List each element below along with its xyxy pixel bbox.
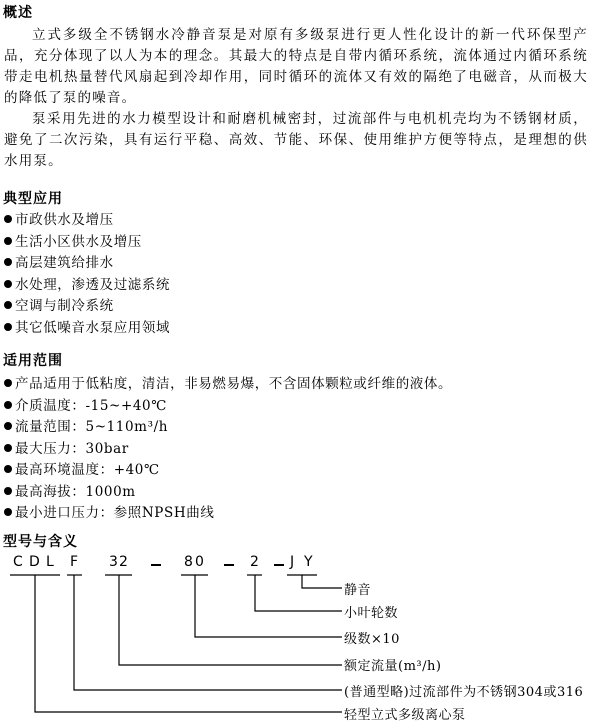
code-char-8: 8 xyxy=(184,554,193,570)
label-stage-count: 级数×10 xyxy=(344,632,400,647)
leader-impeller xyxy=(255,575,342,611)
code-char-j: J xyxy=(290,554,295,570)
code-char-d: D xyxy=(29,554,40,570)
code-char-stage: 2 xyxy=(250,554,259,570)
list-item: 最小进口压力：参照NPSH曲线 xyxy=(4,503,452,525)
list-item: 产品适用于低粘度，清洁，非易燃易爆，不含固体颗粒或纤维的液体。 xyxy=(4,374,452,396)
list-item: 最大压力：30bar xyxy=(4,439,452,461)
applications-heading: 典型应用 xyxy=(3,191,63,207)
scope-heading: 适用范围 xyxy=(3,353,63,369)
code-char-0: 0 xyxy=(195,554,204,570)
label-pump-type: 轻型立式多级离心泵 xyxy=(344,708,466,723)
leader-material xyxy=(74,575,342,690)
list-item: 水处理，渗透及过滤系统 xyxy=(4,275,170,297)
list-item: 介质温度：-15~+40℃ xyxy=(4,396,452,418)
code-char-c: C xyxy=(13,554,23,570)
list-item: 最高海拔：1000m xyxy=(4,482,452,504)
code-char-3: 3 xyxy=(109,554,118,570)
list-item: 市政供水及增压 xyxy=(4,210,170,232)
code-char-2: 2 xyxy=(119,554,128,570)
label-rated-flow: 额定流量(m³/h) xyxy=(344,659,442,674)
list-item: 空调与制冷系统 xyxy=(4,296,170,318)
list-item: 生活小区供水及增压 xyxy=(4,232,170,254)
overview-heading: 概述 xyxy=(3,5,33,21)
list-item: 最高环境温度：+40℃ xyxy=(4,460,452,482)
leader-type xyxy=(35,575,342,712)
label-material: (普通型略)过流部件为不锈钢304或316 xyxy=(344,685,584,700)
code-char-f: F xyxy=(70,554,79,570)
list-item: 其它低噪音水泵应用领域 xyxy=(4,318,170,340)
leader-stages xyxy=(195,575,342,637)
list-item: 流量范围：5~110m³/h xyxy=(4,417,452,439)
code-char-l: L xyxy=(46,554,54,570)
list-item: 高层建筑给排水 xyxy=(4,253,170,275)
label-silent: 静音 xyxy=(344,583,372,598)
overview-paragraph-2: 泵采用先进的水力模型设计和耐磨机械密封，过流部件与电机机壳均为不锈钢材质，避免了二次污染，具有运行平稳、高效、节能、环保、使用维护方便等特点，是理想的供水用泵。 xyxy=(4,111,588,169)
code-char-y: Y xyxy=(304,554,313,570)
label-impeller-count: 小叶轮数 xyxy=(344,606,399,621)
overview-paragraph-1: 立式多级全不锈钢水冷静音泵是对原有多级泵进行更人性化设计的新一代环保型产品，充分体现了以人为本的理念。其最大的特点是自带内循环系统，流体通过内循环系统带走电机热量替代风扇起到冷却作用，同时循环的流体又有效的隔绝了电磁音，从而极大的降低了泵的噪音。 xyxy=(4,27,588,106)
leader-silent xyxy=(302,575,342,588)
model-heading: 型号与含义 xyxy=(3,534,78,550)
